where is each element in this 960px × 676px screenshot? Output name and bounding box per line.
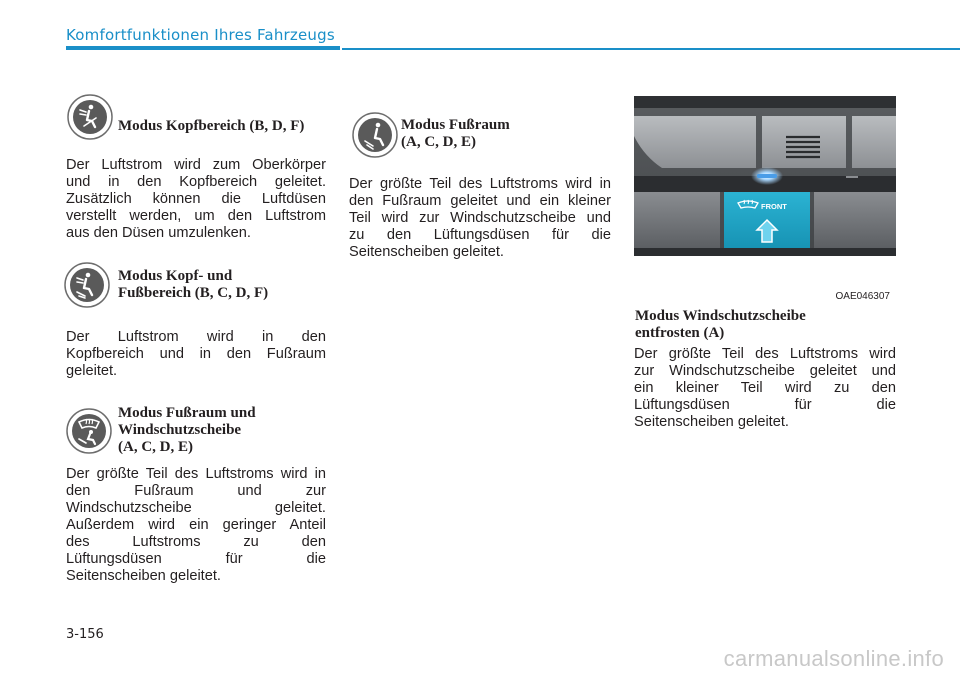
text-line: Seitenscheiben geleitet. xyxy=(634,414,789,430)
text-line: Seitenscheiben geleitet. xyxy=(66,568,221,584)
section-text-head-foot xyxy=(66,329,326,380)
section-heading-defrost xyxy=(635,308,865,342)
text-line: aus den Düsen umzulenken. xyxy=(66,225,251,241)
mode-head-foot-icon xyxy=(64,262,110,308)
section-text-foot-windshield xyxy=(66,466,326,585)
text-line: Seitenscheiben geleitet. xyxy=(349,244,504,260)
heading-line: Windschutzscheibe xyxy=(118,422,242,438)
section-heading-foot-windshield xyxy=(118,405,333,456)
heading-line: Modus Kopfbereich (B, D, F) xyxy=(118,118,305,134)
text-line: ein kleiner Teil wird zu den xyxy=(634,380,896,396)
text-line: Der Luftstrom wird zum Oberkörper xyxy=(66,157,326,173)
heading-line: (A, C, D, E) xyxy=(401,134,476,150)
text-line: verstellt werden, um den Luftstrom xyxy=(66,208,326,224)
section-text-defrost xyxy=(634,346,896,431)
section-text-head xyxy=(66,157,326,242)
watermark: carmanualsonline.info xyxy=(723,646,944,671)
heading-line: Modus Kopf- und xyxy=(118,268,233,284)
text-line: Außerdem wird ein geringer Anteil xyxy=(66,517,326,533)
heading-line: Modus Fußraum xyxy=(401,117,510,133)
section-heading-foot xyxy=(401,117,601,151)
text-line: Zusätzlich können die Luftdüsen xyxy=(66,191,326,207)
text-line: Teil wird zur Windschutzscheibe und xyxy=(349,210,611,226)
text-line: und in den Kopfbereich geleitet. xyxy=(66,174,326,190)
section-heading-head-foot xyxy=(118,268,333,302)
text-line: Der größte Teil des Luftstroms wird in xyxy=(66,466,326,482)
heading-line: (A, C, D, E) xyxy=(118,439,193,455)
heading-line: Fußbereich (B, C, D, F) xyxy=(118,285,269,301)
text-line: zur Windschutzscheibe geleitet und xyxy=(634,363,896,379)
page-number: 3-156 xyxy=(66,627,104,642)
heading-line: Modus Fußraum und xyxy=(118,405,256,421)
chapter-accent-bar xyxy=(66,46,340,50)
chapter-title: Komfortfunktionen Ihres Fahrzeugs xyxy=(66,26,335,44)
text-line: Lüftungsdüsen für die xyxy=(66,551,326,567)
climate-panel-illustration xyxy=(634,96,896,306)
console-photo xyxy=(634,96,896,306)
section-heading-head xyxy=(118,118,333,135)
text-line: des Luftstroms zu den xyxy=(66,534,326,550)
text-line: Der Luftstrom wird in den xyxy=(66,329,326,345)
heading-line: entfrosten (A) xyxy=(635,325,725,341)
text-line: Kopfbereich und in den Fußraum xyxy=(66,346,326,362)
text-line: Lüftungsdüsen für die xyxy=(634,397,896,413)
mode-foot-icon xyxy=(352,112,398,158)
section-text-foot xyxy=(349,176,611,261)
text-line: geleitet. xyxy=(66,363,118,379)
text-line: Windschutzscheibe geleitet. xyxy=(66,500,326,516)
front-button-label: FRONT xyxy=(761,202,787,211)
text-line: zu den Lüftungsdüsen für die xyxy=(349,227,611,243)
text-line: Der größte Teil des Luftstroms wird xyxy=(634,346,896,362)
text-line: Der größte Teil des Luftstroms wird in xyxy=(349,176,611,192)
mode-foot-windshield-icon xyxy=(66,408,112,454)
mode-head-icon xyxy=(67,94,113,140)
heading-line: Modus Windschutzscheibe xyxy=(635,308,806,324)
text-line: den Fußraum geleitet und ein kleiner xyxy=(349,193,611,209)
figure-caption: OAE046307 xyxy=(835,291,890,302)
text-line: den Fußraum und zur xyxy=(66,483,326,499)
chapter-rule xyxy=(342,48,960,50)
